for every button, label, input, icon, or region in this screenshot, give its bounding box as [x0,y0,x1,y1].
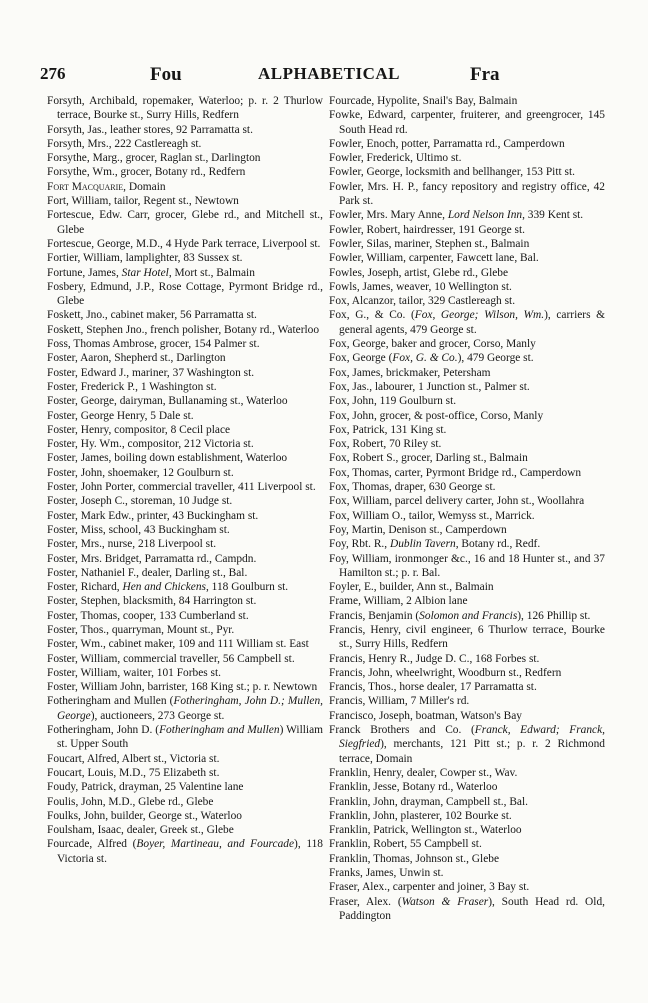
entry-text: Franck, Edward; Franck, Siegfried [339,724,605,751]
entry-text: Fox, Robert S., grocer, Darling st., Balmain [329,452,528,465]
entry-text: ) William st. Upper South [57,724,323,751]
directory-entry [47,180,323,194]
entry-text: Foster, Aaron, Shepherd st., Darlington [47,352,226,365]
entry-text: Francis, Henry, civil engineer, 6 Thurlow terrace, Bourke st., Surry Hills, Redfern [329,623,605,651]
entry-text: Foster, John Porter, commercial traveller, 411 Liverpool st. [47,481,316,494]
directory-entry [47,809,323,823]
entry-text: Fortier, William, lamplighter, 83 Sussex st. [47,252,243,265]
entry-text: Foster, Miss, school, 43 Buckingham st. [47,523,230,536]
directory-entry [329,494,605,508]
entry-text: Fort, William, tailor, Regent st., Newtown [47,195,239,208]
directory-entry [329,266,605,280]
entry-text: Fowler, Enoch, potter, Parramatta rd., Camperdown [329,137,565,150]
entry-text: Franklin, John, plasterer, 102 Bourke st. [329,809,512,822]
entry-text: Fortune, James, [47,266,122,279]
directory-entry [47,266,323,280]
entry-text: Fraser, Alex., carpenter and joiner, 3 Bay st. [329,881,530,894]
entry-text: Foster, Mrs. Bridget, Parramatta rd., Campdn. [47,552,257,565]
entry-text: , Mort st., Balmain [168,266,255,279]
entry-text: , Botany rd., Redf. [455,538,541,551]
entry-text: Fotheringham and Mullen ( [47,695,174,708]
entry-text: Fowler, William, carpenter, Fawcett lane, Bal. [329,252,539,265]
entry-text: Fox, Thomas, carter, Pyrmont Bridge rd., Camperdown [329,466,582,479]
directory-entry [47,566,323,580]
directory-entry [329,537,605,551]
directory-entry [47,795,323,809]
directory-entry [329,666,605,680]
directory-entry [329,609,605,623]
entry-text: Francis, William, 7 Miller's rd. [329,695,470,708]
directory-entry [47,165,323,179]
entry-text: Foster, George Henry, 5 Dale st. [47,409,194,422]
directory-entry [329,694,605,708]
directory-entry [329,137,605,151]
entry-text: Forsyth, Jas., leather stores, 92 Parramatta st. [47,123,253,136]
entry-text: Fox, Robert, 70 Riley st. [329,438,442,451]
entry-text: Foulsham, Isaac, dealer, Greek st., Glebe [47,824,234,837]
entry-text: Fortescue, George, M.D., 4 Hyde Park terrace, Liverpool st. [47,237,321,250]
entry-text: Foucart, Alfred, Albert st., Victoria st. [47,752,220,765]
directory-entry [47,837,323,866]
directory-entry [47,494,323,508]
directory-entry [47,694,323,723]
entry-text: Forsyth, Mrs., 222 Castlereagh st. [47,137,202,150]
entry-text: Foster, William, waiter, 101 Forbes st. [47,666,222,679]
directory-entry [329,509,605,523]
entry-text: Fox, John, grocer, & post-office, Corso, Manly [329,409,544,422]
page-number: 276 [40,64,66,83]
entry-text: ), auctioneers, 273 George st. [90,709,225,722]
entry-text: Fox, G., & Co. ( [329,309,415,322]
directory-entry [329,180,605,209]
directory-entry [47,723,323,752]
page-header [40,64,610,90]
entry-text: Foster, William, commercial traveller, 56 Campbell st. [47,652,295,665]
entry-text: Fowler, Mrs. H. P., fancy repository and registry office, 42 Park st. [329,180,605,208]
entry-text: Fort Macquarie [47,180,124,193]
header-left-guide-word: Fou [150,64,182,85]
directory-entry [329,337,605,351]
right-column [329,94,605,923]
entry-text: Fox, George, baker and grocer, Corso, Manly [329,338,536,351]
entry-text: , 339 Kent st. [522,209,584,222]
entry-text: Fortescue, Edw. Carr, grocer, Glebe rd., and Mitchell st., Glebe [47,209,323,236]
directory-entry [47,480,323,494]
entry-text: Foyler, E., builder, Ann st., Balmain [329,581,494,594]
entry-text: Francisco, Joseph, boatman, Watson's Bay [329,709,522,722]
directory-entry [329,709,605,723]
entry-text: Foster, Henry, compositor, 8 Cecil place [47,423,231,436]
directory-entry [329,223,605,237]
directory-entry [329,623,605,652]
entry-text: Foster, George, dairyman, Bullanaming st., Waterloo [47,395,288,408]
directory-entry [47,323,323,337]
directory-entry [47,308,323,322]
entry-text: Fox, William O., tailor, Wemyss st., Marrick. [329,509,535,522]
directory-entry [47,609,323,623]
directory-entry [329,366,605,380]
directory-entry [329,795,605,809]
directory-entry [329,480,605,494]
entry-text: Fosbery, Edmund, J.P., Rose Cottage, Pyrmont Bridge rd., Glebe [47,280,323,308]
directory-entry [47,337,323,351]
entry-text: Francis, Henry R., Judge D. C., 168 Forbes st. [329,652,540,665]
entry-text: Foster, Joseph C., storeman, 10 Judge st. [47,495,233,508]
directory-entry [329,895,605,924]
entry-text: Hen and Chickens [122,581,206,594]
entry-text: Foster, Thos., quarryman, Mount st., Pyr. [47,623,235,636]
entry-text: Foskett, Jno., cabinet maker, 56 Parramatta st. [47,309,257,322]
entry-text: Fox, Thomas, draper, 630 George st. [329,481,496,494]
directory-entry [47,251,323,265]
directory-entry [47,580,323,594]
directory-entry [47,409,323,423]
directory-entry [329,466,605,480]
directory-entry [329,723,605,766]
entry-text: Foster, Mrs., nurse, 218 Liverpool st. [47,538,217,551]
entry-text: Foster, Mark Edw., printer, 43 Buckingham st. [47,509,259,522]
entry-text: Fotheringham, John D. ( [47,724,160,737]
directory-entry [329,866,605,880]
entry-text: Foulks, John, builder, George st., Waterloo [47,809,242,822]
directory-entry [329,580,605,594]
directory-entry [47,780,323,794]
directory-entry [329,652,605,666]
entry-text: Fowler, George, locksmith and bellhanger, 153 Pitt st. [329,166,575,179]
directory-entry [329,394,605,408]
entry-text: Fourcade, Alfred ( [47,838,137,851]
directory-entry [329,880,605,894]
entry-text: Foster, Edward J., mariner, 37 Washington st. [47,366,255,379]
directory-entry [329,280,605,294]
entry-text: Foulis, John, M.D., Glebe rd., Glebe [47,795,214,808]
entry-text: Foster, Richard, [47,581,123,594]
entry-text: Fowler, Robert, hairdresser, 191 George st. [329,223,525,236]
entry-text: ), 479 George st. [457,352,534,365]
entry-text: Franklin, Robert, 55 Campbell st. [329,838,482,851]
header-title: ALPHABETICAL [258,64,401,83]
entry-text: Franklin, Patrick, Wellington st., Waterloo [329,824,522,837]
directory-entry [47,466,323,480]
entry-text: , 118 Goulburn st. [205,581,289,594]
directory-entry [47,351,323,365]
entry-text: Foudy, Patrick, drayman, 25 Valentine lane [47,781,244,794]
entry-text: Franck Brothers and Co. ( [329,724,475,737]
directory-entry [329,294,605,308]
directory-entry [47,423,323,437]
entry-text: Fox, John, 119 Goulburn st. [329,395,457,408]
directory-entry [329,837,605,851]
directory-entry [47,766,323,780]
directory-entry [47,151,323,165]
directory-entry [329,251,605,265]
directory-entry [329,780,605,794]
directory-entry [329,852,605,866]
entry-text: , Domain [123,180,166,193]
entry-text: Forsythe, Marg., grocer, Raglan st., Darlington [47,152,261,165]
entry-text: Fotheringham and Mullen [159,724,280,737]
entry-text: Foster, Thomas, cooper, 133 Cumberland st. [47,609,249,622]
directory-entry [47,523,323,537]
entry-text: Fox, William, parcel delivery carter, John st., Woollahra [329,495,585,508]
directory-entry [329,451,605,465]
directory-entry [47,552,323,566]
entry-text: Foy, Martin, Denison st., Camperdown [329,523,507,536]
directory-entry [329,308,605,337]
entry-text: Foster, Stephen, blacksmith, 84 Harrington st. [47,595,257,608]
directory-entry [329,351,605,365]
entry-text: Francis, Benjamin ( [329,609,420,622]
directory-entry [329,437,605,451]
directory-entry [47,237,323,251]
entry-text: Fraser, Alex. ( [329,895,402,908]
entry-text: Foster, Hy. Wm., compositor, 212 Victoria st. [47,438,254,451]
entry-text: Fowler, Frederick, Ultimo st. [329,152,462,165]
entry-text: Foster, John, shoemaker, 12 Goulburn st. [47,466,234,479]
entry-text: Dublin Tavern [389,538,456,551]
header-right-guide-word: Fra [470,64,500,85]
directory-entry [47,594,323,608]
entry-text: Forsythe, Wm., grocer, Botany rd., Redfern [47,166,246,179]
entry-text: Foskett, Stephen Jno., french polisher, Botany rd., Waterloo [47,323,320,336]
directory-entry [47,94,323,123]
entry-text: Franklin, Henry, dealer, Cowper st., Wav. [329,766,518,779]
entry-text: Foy, Rbt. R., [329,538,390,551]
entry-text: Foy, William, ironmonger &c., 16 and 18 Hunter st., and 37 Hamilton st.; p. r. Bal. [329,552,605,579]
entry-text: ), South Head rd. Old, Paddington [339,895,605,922]
entry-text: Frame, William, 2 Albion lane [329,595,468,608]
directory-entry [329,151,605,165]
entry-text: Foucart, Louis, M.D., 75 Elizabeth st. [47,766,220,779]
directory-entry [329,523,605,537]
entry-text: Foster, William John, barrister, 168 King st.; p. r. Newtown [47,681,318,694]
directory-entry [47,666,323,680]
entry-text: Lord Nelson Inn [447,209,523,222]
directory-entry [329,552,605,581]
entry-text: Fowler, Mrs. Mary Anne, [329,209,448,222]
directory-entry [329,380,605,394]
entry-text: Franklin, Thomas, Johnson st., Glebe [329,852,500,865]
entry-text: Fox, Patrick, 131 King st. [329,423,447,436]
entry-text: Fox, G. & Co. [392,352,458,365]
entry-text: Foster, Wm., cabinet maker, 109 and 111 William st. East [47,638,309,651]
directory-entry [47,509,323,523]
directory-entry [47,366,323,380]
entry-text: ), carriers & general agents, 479 George st. [339,309,605,336]
directory-entry [47,137,323,151]
directory-entry [329,237,605,251]
entry-text: Foster, Frederick P., 1 Washington st. [47,380,217,393]
entry-text: Fox, Jas., labourer, 1 Junction st., Palmer st. [329,380,530,393]
entry-text: Fowler, Silas, mariner, Stephen st., Balmain [329,237,530,250]
entry-text: Franklin, Jesse, Botany rd., Waterloo [329,781,498,794]
directory-entry [47,752,323,766]
directory-entry [47,394,323,408]
entry-text: Boyer, Martineau, and Fourcade [136,838,295,851]
entry-text: Fox, James, brickmaker, Petersham [329,366,491,379]
directory-entry [47,680,323,694]
directory-entry [47,208,323,237]
entry-text: Fowke, Edward, carpenter, fruiterer, and greengrocer, 145 South Head rd. [329,109,605,136]
entry-text: Francis, Thos., horse dealer, 17 Parramatta st. [329,681,537,694]
entry-text: Fourcade, Hypolite, Snail's Bay, Balmain [329,95,518,107]
directory-entry [47,123,323,137]
entry-text: Forsyth, Archibald, ropemaker, Waterloo; p. r. 2 Thurlow terrace, Bourke st., Surry Hills, Redfern [47,95,323,122]
entry-text: Foster, James, boiling down establishment, Waterloo [47,452,288,465]
directory-entry [329,94,605,108]
directory-entry [47,380,323,394]
entry-text: Fotheringham, John D.; Mullen, George [57,695,323,722]
left-column [47,94,323,866]
directory-entry [329,809,605,823]
directory-entry [47,437,323,451]
directory-entry [329,409,605,423]
entry-text: Fox, George ( [329,352,393,365]
entry-text: Fox, George; Wilson, Wm. [414,309,545,322]
entry-text: ), 126 Phillip st. [517,609,591,622]
directory-entry [47,823,323,837]
entry-text: Fowls, James, weaver, 10 Wellington st. [329,280,512,293]
entry-text: Star Hotel [121,266,169,279]
entry-text: Franklin, John, drayman, Campbell st., Bal. [329,795,528,808]
directory-entry [329,423,605,437]
directory-entry [47,194,323,208]
entry-text: ), 118 Victoria st. [57,838,323,865]
directory-entry [329,165,605,179]
directory-entry [47,451,323,465]
directory-entry [47,623,323,637]
directory-entry [329,208,605,222]
entry-text: Foss, Thomas Ambrose, grocer, 154 Palmer st. [47,338,260,351]
entry-text: Solomon and Francis [419,609,518,622]
directory-entry [329,594,605,608]
directory-entry [329,108,605,137]
directory-entry [47,652,323,666]
directory-entry [47,537,323,551]
directory-entry [329,766,605,780]
entry-text: Watson & Fraser [401,895,489,908]
entry-text: Fox, Alcanzor, tailor, 329 Castlereagh st. [329,295,516,308]
entry-text: ), merchants, 121 Pitt st.; p. r. 2 Richmond terrace, Domain [339,738,605,765]
directory-entry [47,280,323,309]
entry-text: Foster, Nathaniel F., dealer, Darling st., Bal. [47,566,248,579]
directory-entry [329,823,605,837]
entry-text: Francis, John, wheelwright, Woodburn st., Redfern [329,666,562,679]
entry-text: Franks, James, Unwin st. [329,867,444,880]
entry-text: Fowles, Joseph, artist, Glebe rd., Glebe [329,266,509,279]
directory-entry [47,637,323,651]
directory-entry [329,680,605,694]
